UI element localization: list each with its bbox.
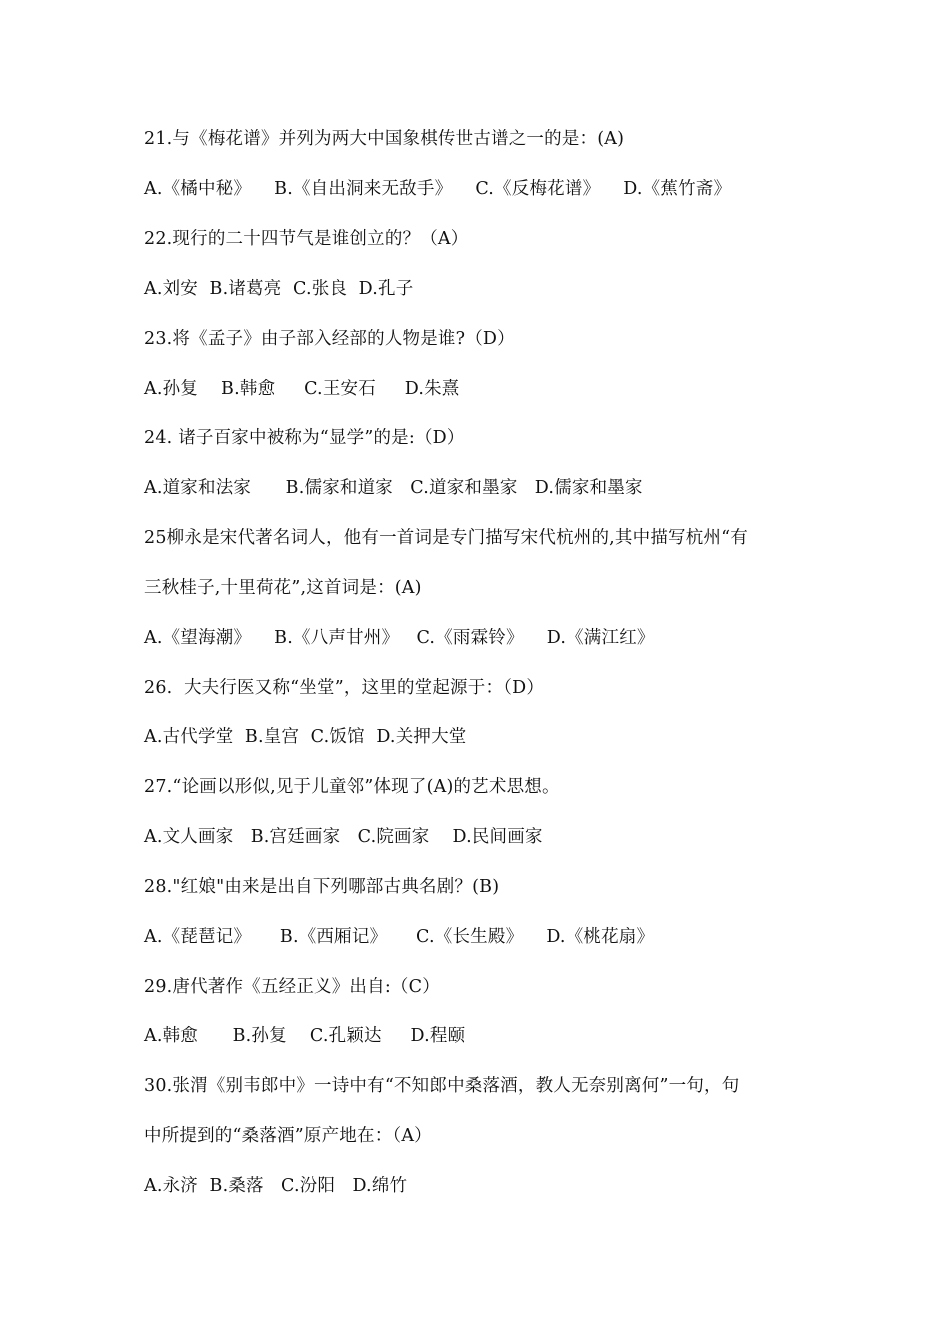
question-25-line-1: 25柳永是宋代著名词人，他有一首词是专门描写宋代杭州的,其中描写杭州“有 <box>144 528 748 548</box>
question-23: 23.将《孟子》由子部入经部的人物是谁?（D） <box>144 329 515 349</box>
question-30-line-1: 30.张渭《别韦郎中》一诗中有“不知郎中桑落酒，教人无奈别离何”一句，句 <box>144 1076 740 1096</box>
question-29: 29.唐代著作《五经正义》出自:（C） <box>144 977 440 997</box>
question-21: 21.与《梅花谱》并列为两大中国象棋传世古谱之一的是：(A) <box>144 129 625 149</box>
question-28: 28."红娘"由来是出自下列哪部古典名剧？(B) <box>144 877 500 897</box>
question-24: 24. 诸子百家中被称为“显学”的是:（D） <box>144 428 465 448</box>
question-21-options: A.《橘中秘》 B.《自出洞来无敌手》 C.《反梅花谱》 D.《蕉竹斋》 <box>144 179 732 199</box>
question-22-options: A.刘安 B.诸葛亮 C.张良 D.孔子 <box>144 279 414 299</box>
question-26: 26. 大夫行医又称“坐堂”，这里的堂起源于：（D） <box>144 678 545 698</box>
question-30-line-2: 中所提到的“桑落酒”原产地在：（A） <box>144 1126 432 1146</box>
question-30-options: A.永济 B.桑落 C.汾阳 D.绵竹 <box>144 1176 408 1196</box>
question-28-options: A.《琵琶记》 B.《西厢记》 C.《长生殿》 D.《桃花扇》 <box>144 927 655 947</box>
question-23-options: A.孙复 B.韩愈 C.王安石 D.朱熹 <box>144 379 460 399</box>
question-29-options: A.韩愈 B.孙复 C.孔颖达 D.程颐 <box>144 1026 466 1046</box>
question-26-options: A.古代学堂 B.皇宫 C.饭馆 D.关押大堂 <box>144 727 467 747</box>
question-25-options: A.《望海潮》 B.《八声甘州》 C.《雨霖铃》 D.《满江红》 <box>144 628 655 648</box>
question-27: 27.“论画以形似,见于儿童邻”体现了(A)的艺术思想。 <box>144 777 560 797</box>
question-22: 22.现行的二十四节气是谁创立的？（A） <box>144 229 469 249</box>
question-27-options: A.文人画家 B.宫廷画家 C.院画家 D.民间画家 <box>144 827 543 847</box>
question-25-line-2: 三秋桂子,十里荷花”,这首词是：(A) <box>144 578 422 598</box>
question-24-options: A.道家和法家 B.儒家和道家 C.道家和墨家 D.儒家和墨家 <box>144 478 643 498</box>
